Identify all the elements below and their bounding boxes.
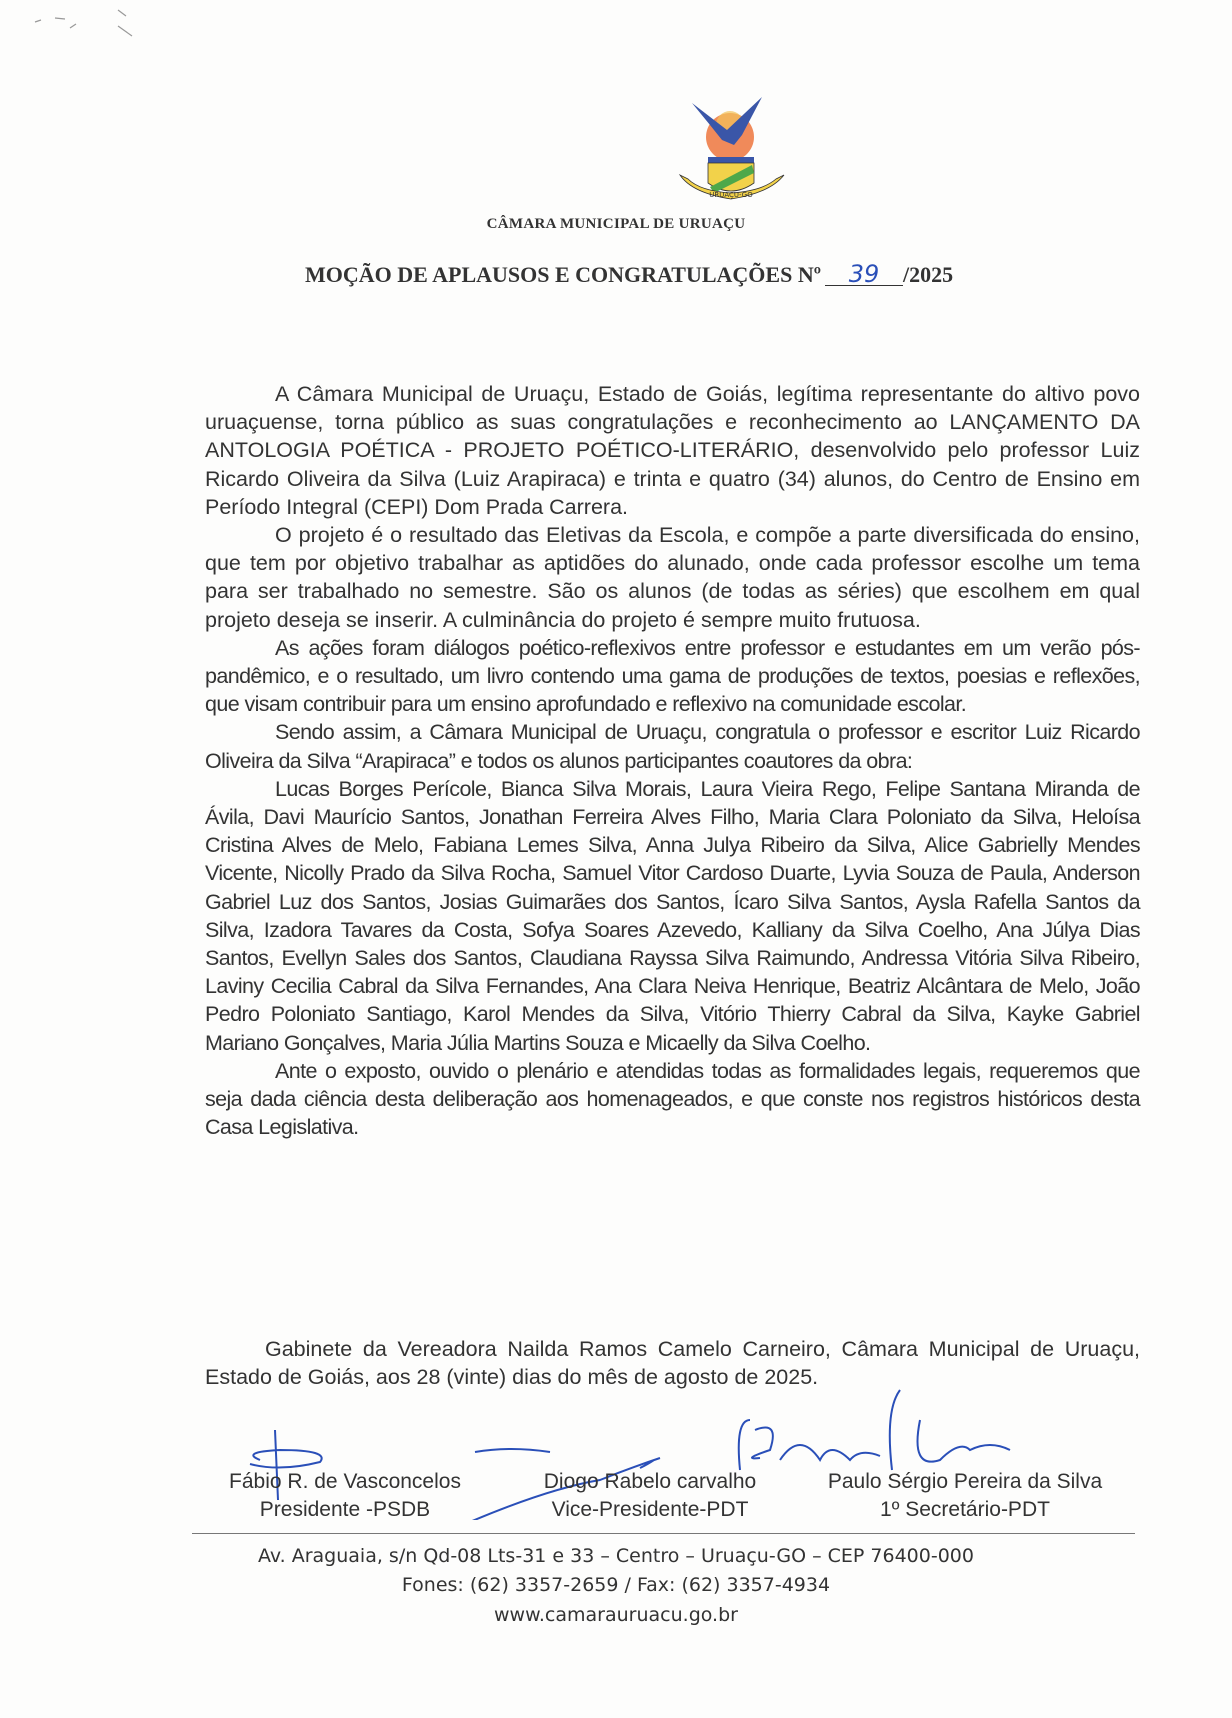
motion-number: 39 <box>825 263 903 286</box>
institution-name: CÂMARA MUNICIPAL DE URUAÇU <box>486 216 746 232</box>
closing-text: Gabinete da Vereadora Nailda Ramos Camelo Carneiro, Câmara Municipal de Uruaçu, Estado de Goiás, aos 28 (vinte) dias do mês de agosto de 2025. <box>205 1337 1140 1389</box>
body-paragraph: As ações foram diálogos poético-reflexivos entre professor e estudantes em um verão pós-pandêmico, e o resultado, um livro contendo uma gama de produções de textos, poesias e reflexões, que visam contribuir para um ensino aprofundado e reflexivo na comunidade escolar. <box>205 635 1140 717</box>
municipal-crest-logo <box>672 95 792 205</box>
scan-mark-decoration <box>0 0 200 60</box>
footer-divider <box>192 1533 1135 1534</box>
footer-website[interactable]: www.camarauruacu.go.br <box>494 1604 738 1626</box>
document-body <box>205 380 1140 1141</box>
footer-phones: Fones: (62) 3357-2659 / Fax: (62) 3357-4934 <box>401 1574 831 1596</box>
body-paragraph: A Câmara Municipal de Uruaçu, Estado de Goiás, legítima representante do altivo povo uruaçuense, torna público as suas congratulações e reconhecimento ao LANÇAMENTO DA ANTOLOGIA POÉTICA - PROJETO POÉTICO-LITERÁRIO, desenvolvido pelo professor Luiz Ricardo Oliveira da Silva (Luiz Arapiraca) e trinta e quatro (34) alunos, do Centro de Ensino em Período Integral (CEPI) Dom Prada Carrera. <box>205 382 1140 519</box>
signatory-vice-president <box>520 1468 780 1524</box>
signatory-name: Fábio R. de Vasconcelos <box>229 1470 461 1493</box>
title-prefix: MOÇÃO DE APLAUSOS E CONGRATULAÇÕES Nº <box>305 262 821 287</box>
footer-address: Av. Araguaia, s/n Qd-08 Lts-31 e 33 – Centro – Uruaçu-GO – CEP 76400-000 <box>258 1545 974 1567</box>
signatory-secretary <box>800 1468 1130 1524</box>
signatory-name: Paulo Sérgio Pereira da Silva <box>827 1470 1103 1493</box>
crest-motto: URUAÇU-GO <box>709 191 753 199</box>
body-paragraph: Sendo assim, a Câmara Municipal de Uruaçu, congratula o professor e escritor Luiz Ricardo Oliveira da Silva “Arapiraca” e todos os alunos participantes coautores da obra: <box>205 720 1140 773</box>
signatory-role: 1º Secretário-PDT <box>880 1498 1050 1521</box>
document-title <box>305 262 953 288</box>
body-paragraph: Ante o exposto, ouvido o plenário e atendidas todas as formalidades legais, requeremos que seja dada ciência desta deliberação aos homenageados, e que conste nos registros históricos desta Casa Legislativa. <box>205 1058 1140 1140</box>
signatory-role: Presidente -PSDB <box>259 1498 431 1521</box>
signatory-role: Vice-Presidente-PDT <box>551 1498 749 1521</box>
body-paragraph: O projeto é o resultado das Eletivas da Escola, e compõe a parte diversificada do ensino, que tem por objetivo trabalhar as aptidões do alunado, onde cada professor escolhe um tema para ser trabalhado no semestre. São os alunos (de todas as séries) que escolhem em qual projeto deseja se inserir. A culminância do projeto é sempre muito frutuosa. <box>205 523 1140 632</box>
signatory-president <box>200 1468 490 1524</box>
signatory-name: Diogo Rabelo carvalho <box>543 1470 757 1493</box>
motion-year: /2025 <box>902 262 954 287</box>
coauthors-list: Lucas Borges Perícole, Bianca Silva Morais, Laura Vieira Rego, Felipe Santana Miranda de Ávila, Davi Maurício Santos, Jonathan Ferreira Alves Filho, Maria Clara Poloniato da Silva, Heloísa Cristina Alves de Melo, Fabiana Lemes Silva, Anna Julya Ribeiro da Silva, Alice Gabrielly Mendes Vicente, Nicolly Prado da Silva Rocha, Samuel Vitor Cardoso Duarte, Lyvia Souza de Paula, Anderson Gabriel Luz dos Santos, Josias Guimarães dos Santos, Ícaro Silva Santos, Aysla Rafella Santos da Silva, Izadora Tavares da Costa, Sofya Soares Azevedo, Kalliany da Silva Coelho, Ana Júlya Dias Santos, Evellyn Sales dos Santos, Claudiana Rayssa Silva Raimundo, Andressa Vitória Silva Ribeiro, Laviny Cecilia Cabral da Silva Fernandes, Ana Clara Neiva Henrique, Beatriz Alcântara de Melo, João Pedro Poloniato Santiago, Karol Mendes da Silva, Vitório Thierry Cabral da Silva, Kayke Gabriel Mariano Gonçalves, Maria Júlia Martins Souza e Micaelly da Silva Coelho. <box>205 776 1140 1055</box>
